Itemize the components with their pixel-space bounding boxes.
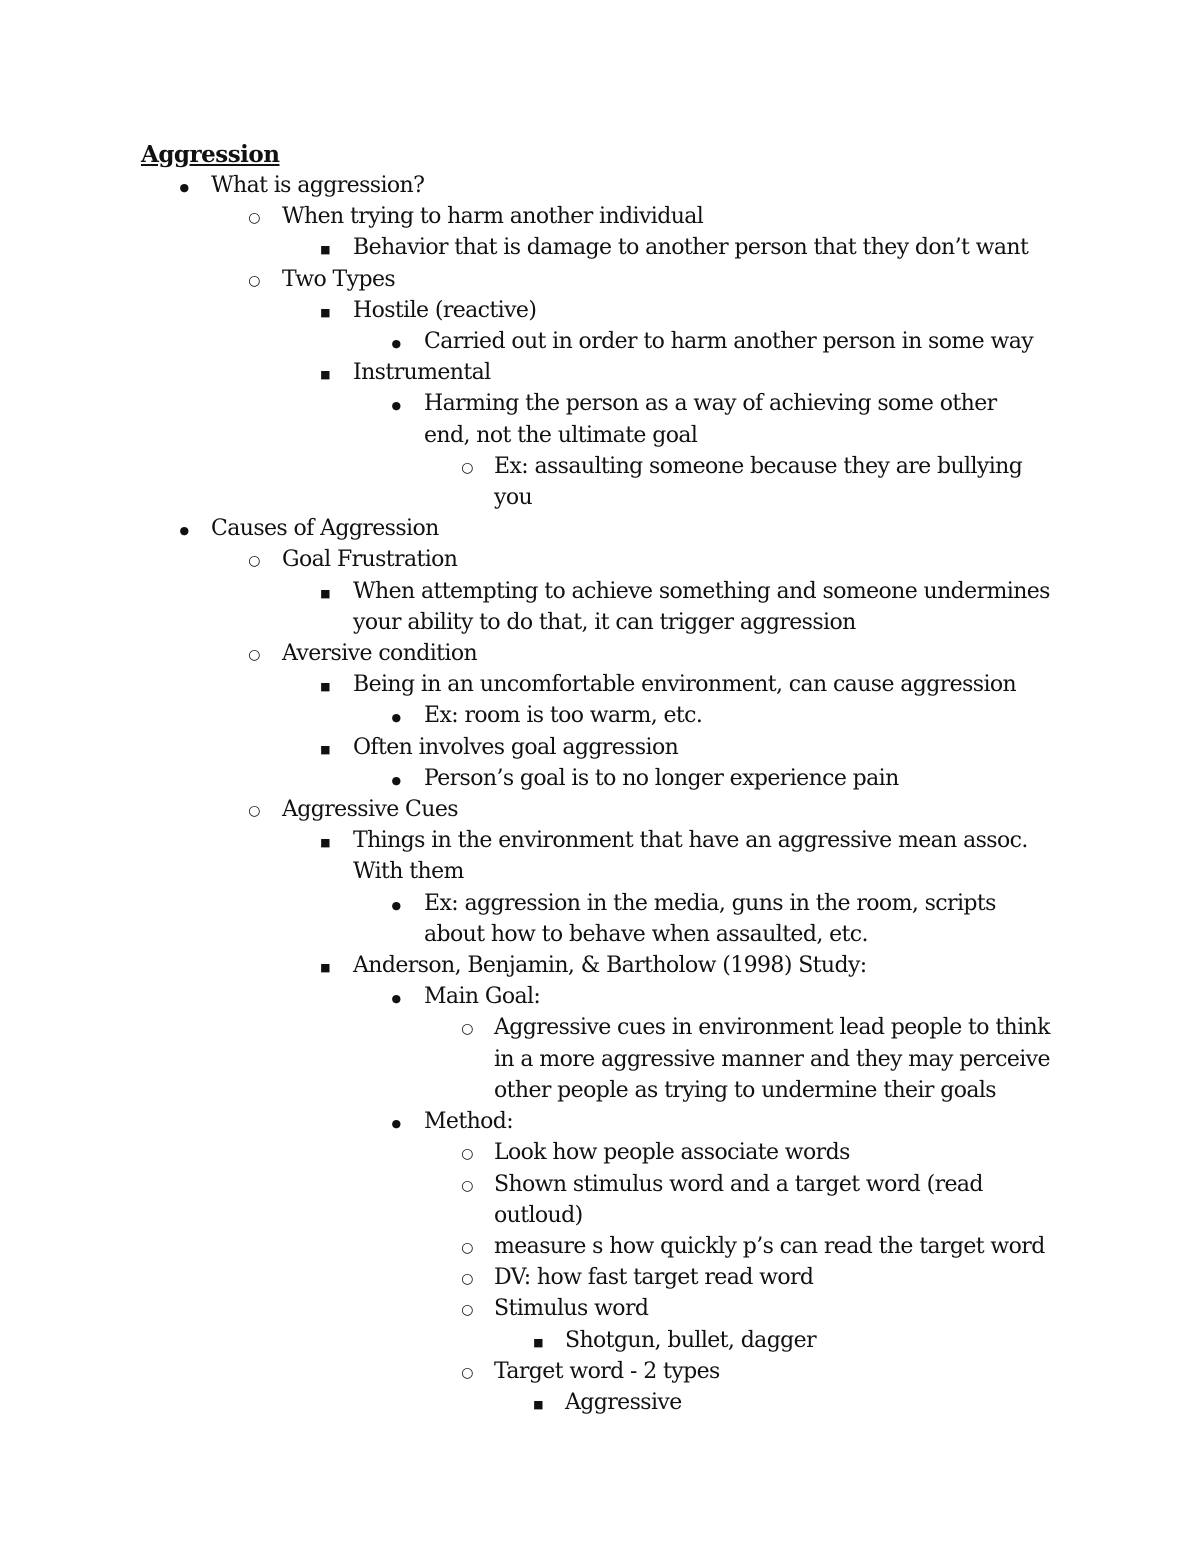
circle-bullet-icon [457,1262,477,1295]
square-bullet-icon [315,357,335,390]
list-item-text: Carried out in order to harm another person in some way [424,329,1034,355]
list-item [0,638,1200,669]
circle-bullet-icon [457,1293,477,1326]
list-item-text: Main Goal: [424,984,541,1010]
document-title: Aggression [141,141,280,168]
square-bullet-icon [315,669,335,702]
list-item-text: Two Types [282,266,396,292]
list-item-text: When attempting to achieve something and someone undermines your ability to do that, it can trigger aggression [353,578,1050,635]
list-item [0,763,1200,794]
list-item [0,1231,1200,1262]
square-bullet-icon [528,1387,548,1420]
list-item [0,1169,1200,1231]
dot-bullet-icon [386,888,406,921]
list-item [0,669,1200,700]
list-item-text: Things in the environment that have an aggressive mean assoc. With them [353,828,1028,885]
list-item-text: DV: how fast target read word [494,1265,814,1291]
circle-bullet-icon [244,638,264,671]
list-item-text: Goal Frustration [282,547,458,573]
list-item-text: Behavior that is damage to another person that they don’t want [353,235,1029,261]
list-item-text: Often involves goal aggression [353,734,679,760]
square-bullet-icon [315,732,335,765]
list-item [0,544,1200,575]
circle-bullet-icon [457,1012,477,1045]
list-item-text: Instrumental [353,360,491,386]
list-item [0,1012,1200,1106]
list-item [0,825,1200,887]
list-item [0,1387,1200,1418]
list-item [0,700,1200,731]
list-item-text: Method: [424,1109,514,1135]
dot-bullet-icon [386,1106,406,1139]
circle-bullet-icon [244,201,264,234]
list-item [0,981,1200,1012]
list-item [0,1325,1200,1356]
list-item-text: Being in an uncomfortable environment, can cause aggression [353,672,1017,698]
list-item-text: Harming the person as a way of achieving some other end, not the ultimate goal [424,391,997,448]
dot-bullet-icon [174,513,194,546]
list-item [0,794,1200,825]
square-bullet-icon [528,1325,548,1358]
list-item-text: Look how people associate words [494,1140,850,1166]
list-item-text: Shown stimulus word and a target word (read outloud) [494,1171,983,1228]
list-item [0,357,1200,388]
list-item-text: measure s how quickly p’s can read the target word [494,1233,1045,1259]
list-item-text: Ex: room is too warm, etc. [424,703,703,729]
list-item [0,451,1200,513]
circle-bullet-icon [244,544,264,577]
list-item [0,888,1200,950]
list-item-text: Ex: assaulting someone because they are bullying you [494,453,1023,511]
square-bullet-icon [315,950,335,983]
list-item-text: Aversive condition [282,641,478,667]
list-item [0,576,1200,638]
dot-bullet-icon [386,326,406,359]
list-item-text: Aggressive [565,1389,682,1415]
list-item [0,295,1200,326]
circle-bullet-icon [457,451,477,484]
list-item [0,732,1200,763]
list-item [0,950,1200,981]
list-item [0,201,1200,232]
circle-bullet-icon [457,1169,477,1202]
square-bullet-icon [315,825,335,858]
list-item-text: Hostile (reactive) [353,297,537,323]
square-bullet-icon [315,232,335,265]
list-item [0,513,1200,544]
dot-bullet-icon [386,763,406,796]
list-item [0,388,1200,450]
list-item-text: What is aggression? [211,173,425,198]
dot-bullet-icon [174,170,194,203]
circle-bullet-icon [457,1231,477,1264]
list-item [0,170,1200,201]
list-item-text: When trying to harm another individual [282,204,704,230]
circle-bullet-icon [457,1356,477,1389]
list-item [0,326,1200,357]
list-item-text: Person’s goal is to no longer experience pain [424,765,899,791]
dot-bullet-icon [386,388,406,421]
list-item [0,1106,1200,1137]
square-bullet-icon [315,295,335,328]
dot-bullet-icon [386,981,406,1014]
list-item [0,232,1200,263]
list-item-text: Anderson, Benjamin, & Bartholow (1998) Study: [353,953,867,979]
list-item-text: Aggressive Cues [282,797,458,823]
outline-list [0,170,1200,1418]
list-item-text: Shotgun, bullet, dagger [565,1327,817,1353]
circle-bullet-icon [244,264,264,297]
square-bullet-icon [315,576,335,609]
list-item [0,1356,1200,1387]
circle-bullet-icon [457,1137,477,1170]
list-item [0,1137,1200,1168]
list-item-text: Ex: aggression in the media, guns in the room, scripts about how to behave when assaulted, etc. [424,890,996,947]
list-item [0,264,1200,295]
list-item-text: Aggressive cues in environment lead people to think in a more aggressive manner and they may perceive other people as trying to undermine their goals [494,1015,1050,1103]
list-item-text: Stimulus word [494,1296,649,1322]
circle-bullet-icon [244,794,264,827]
dot-bullet-icon [386,700,406,733]
list-item [0,1293,1200,1324]
list-item [0,1262,1200,1293]
list-item-text: Target word - 2 types [494,1358,720,1384]
list-item-text: Causes of Aggression [211,516,439,542]
